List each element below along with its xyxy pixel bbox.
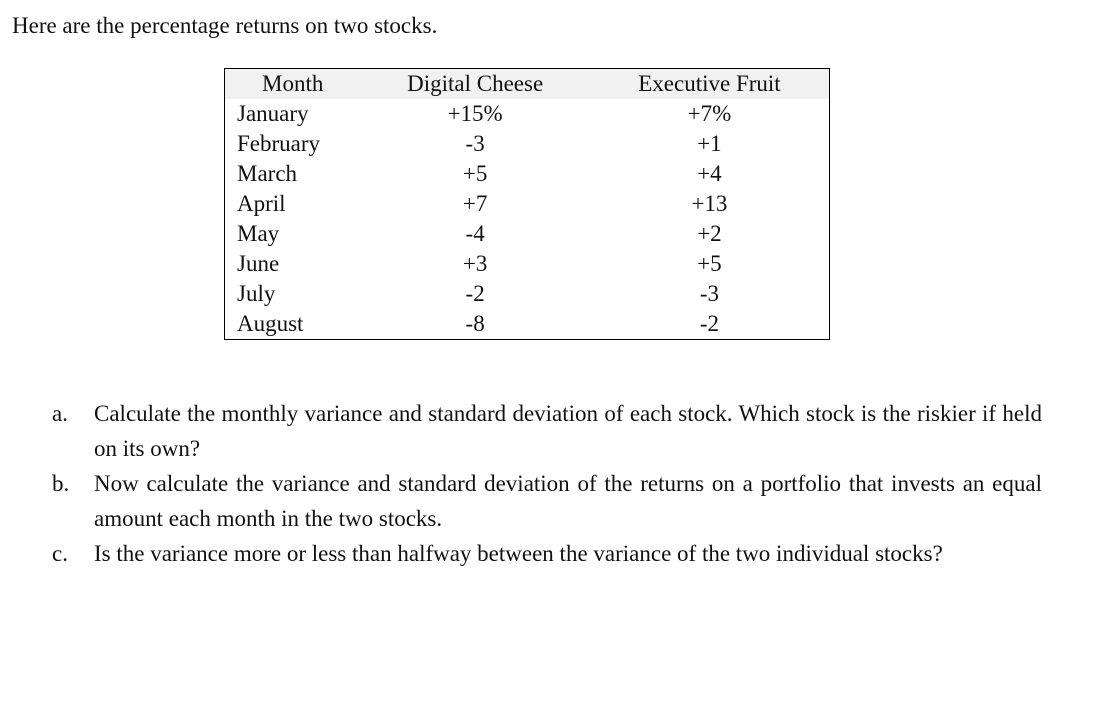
question-item <box>52 396 1042 466</box>
question-item <box>52 466 1042 536</box>
table-row <box>225 159 830 189</box>
executive-fruit-cell: -2 <box>699 311 720 336</box>
executive-fruit-cell: +1 <box>697 131 722 156</box>
month-cell: May <box>237 221 280 246</box>
executive-fruit-cell: +2 <box>697 221 722 246</box>
header-executive-fruit: Executive Fruit <box>638 71 781 96</box>
month-cell: June <box>237 251 280 276</box>
month-cell: February <box>237 131 321 156</box>
executive-fruit-cell: +13 <box>691 191 728 216</box>
table-row <box>225 129 830 159</box>
executive-fruit-cell: +5 <box>697 251 722 276</box>
executive-fruit-cell: +4 <box>697 161 722 186</box>
question-marker: b. <box>52 471 70 496</box>
digital-cheese-cell: -8 <box>465 311 485 336</box>
question-text: Now calculate the variance and standard deviation of the returns on a portfolio that invests an equal amount each month in the two stocks. <box>94 471 1042 531</box>
table-header <box>225 69 830 100</box>
digital-cheese-cell: -2 <box>465 281 485 306</box>
month-cell: April <box>237 191 286 216</box>
header-month: Month <box>262 71 324 96</box>
digital-cheese-cell: -3 <box>465 131 485 156</box>
month-cell: July <box>237 281 276 306</box>
table-row <box>225 309 830 340</box>
question-marker: c. <box>52 541 68 566</box>
question-text: Calculate the monthly variance and standard deviation of each stock. Which stock is the riskier if held on its own? <box>94 401 1042 461</box>
intro-text: Here are the percentage returns on two stocks. <box>12 13 438 38</box>
month-cell: January <box>237 101 309 126</box>
executive-fruit-cell: +7% <box>687 101 732 126</box>
table-row <box>225 99 830 129</box>
question-marker: a. <box>52 401 68 426</box>
table-header-row <box>225 69 830 100</box>
month-cell: March <box>237 161 298 186</box>
table-row <box>225 189 830 219</box>
executive-fruit-cell: -3 <box>699 281 720 306</box>
question-text: Is the variance more or less than halfway between the variance of the two individual stocks? <box>94 541 943 566</box>
digital-cheese-cell: +5 <box>462 161 488 186</box>
table-row <box>225 219 830 249</box>
digital-cheese-cell: +7 <box>462 191 488 216</box>
stock-returns-table <box>224 68 830 340</box>
digital-cheese-cell: +3 <box>462 251 488 276</box>
table-body <box>225 99 830 340</box>
digital-cheese-cell: +15% <box>447 101 503 126</box>
question-list <box>52 396 1042 571</box>
question-item <box>52 536 1042 571</box>
table-row <box>225 249 830 279</box>
header-digital-cheese: Digital Cheese <box>407 71 544 96</box>
table-row <box>225 279 830 309</box>
digital-cheese-cell: -4 <box>465 221 485 246</box>
month-cell: August <box>237 311 304 336</box>
